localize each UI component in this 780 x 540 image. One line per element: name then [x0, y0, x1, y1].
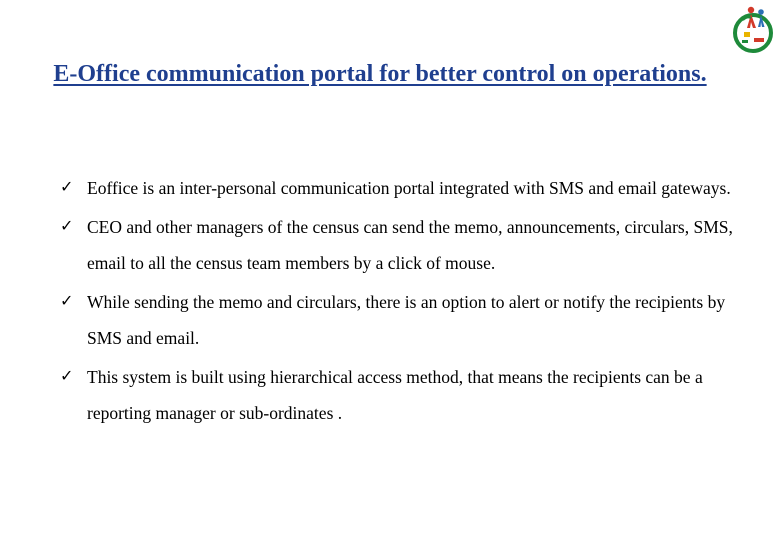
- list-item: [60, 170, 760, 207]
- bullet-text: While sending the memo and circulars, there is an option to alert or notify the recipients by SMS and email.: [87, 291, 726, 348]
- organization-logo: [727, 0, 777, 58]
- checkmark-icon: ✓: [60, 215, 74, 235]
- list-item: [60, 209, 760, 282]
- checkmark-icon: ✓: [60, 290, 74, 310]
- checkmark-icon: ✓: [60, 177, 74, 196]
- bullet-text: CEO and other managers of the census can send the memo, announcements, circulars, SMS, email to all the census team members by a click of mouse.: [87, 216, 733, 273]
- bullet-text: Eoffice is an inter-personal communication portal integrated with SMS and email gateways.: [87, 178, 731, 198]
- bullet-text: This system is built using hierarchical access method, that means the recipients can be a reporting manager or sub-ordinates .: [87, 366, 703, 423]
- list-item: [60, 284, 760, 357]
- bullet-list: [60, 170, 760, 434]
- list-item: [60, 359, 760, 432]
- checkmark-icon: ✓: [60, 365, 74, 385]
- page-title: E-Office communication portal for better control on operations.: [53, 61, 707, 87]
